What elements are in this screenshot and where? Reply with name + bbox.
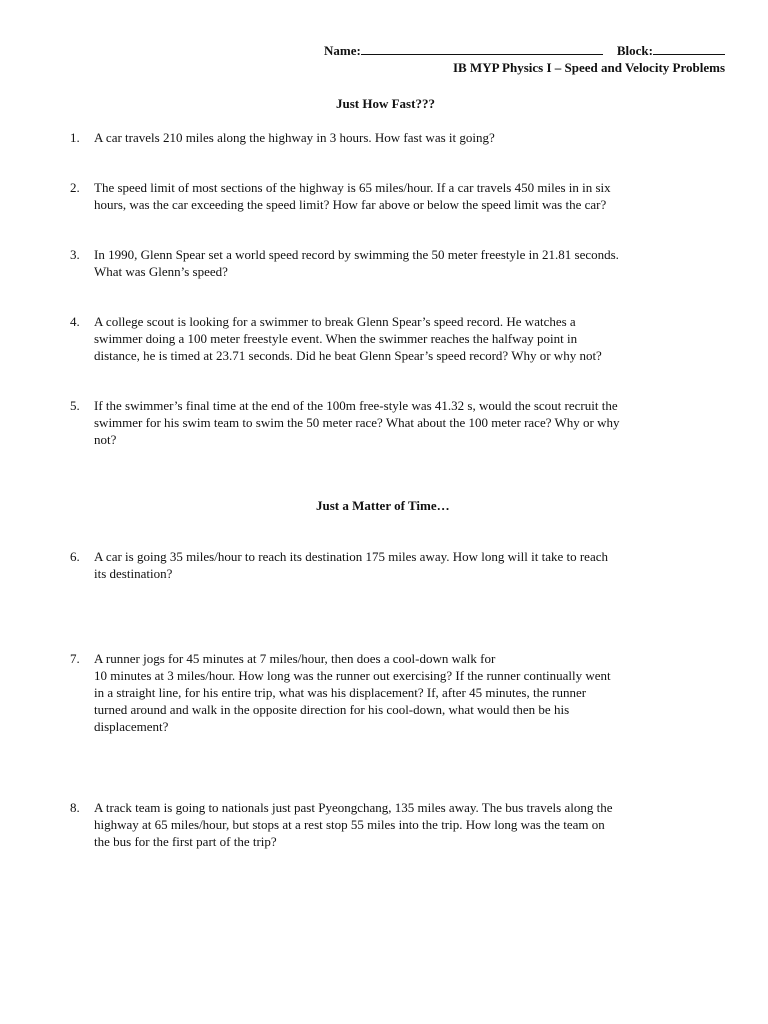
worksheet-header — [300, 42, 725, 78]
question-4 — [70, 313, 730, 364]
course-title: IB MYP Physics I – Speed and Velocity Problems — [452, 60, 725, 75]
name-block-row — [300, 42, 725, 60]
question-text: A track team is going to nationals just past Pyeongchang, 135 miles away. The bus travels along the highway at 65 miles/hour, but stops at a rest stop 55 miles into the trip. How long was the team on the bus for the first part of the trip? — [94, 800, 613, 849]
question-text: The speed limit of most sections of the highway is 65 miles/hour. If a car travels 450 miles in in six hours, was the car exceeding the speed limit? How far above or below the speed limit was the car? — [94, 180, 611, 212]
question-text: A college scout is looking for a swimmer to break Glenn Spear’s speed record. He watches a swimmer doing a 100 meter freestyle event. When the swimmer reaches the halfway point in distance, he is timed at 23.71 seconds. Did he beat Glenn Spear’s speed record? Why or why not? — [94, 314, 602, 363]
name-label: Name: — [324, 43, 361, 58]
question-number: 5. — [70, 398, 80, 413]
question-text: In 1990, Glenn Spear set a world speed record by swimming the 50 meter freestyle in 21.81 seconds. What was Glenn’s speed? — [94, 247, 619, 279]
question-5 — [70, 397, 730, 448]
question-number: 3. — [70, 247, 80, 262]
question-number: 7. — [70, 651, 80, 666]
question-7 — [70, 650, 730, 735]
question-number: 2. — [70, 180, 80, 195]
question-2 — [70, 179, 730, 213]
section-title-matter-of-time: Just a Matter of Time… — [316, 498, 450, 513]
block-label: Block: — [616, 43, 653, 58]
question-1 — [70, 129, 730, 146]
question-number: 6. — [70, 549, 80, 564]
question-number: 1. — [70, 130, 80, 145]
question-text: A runner jogs for 45 minutes at 7 miles/hour, then does a cool-down walk for 10 minutes at 3 miles/hour. How long was the runner out exercising? If the runner continually went in a straight line, for his entire trip, what was his displacement? If, after 45 minutes, the runner turned around and walk in the opposite direction for his cool-down, what would then be his displacement? — [94, 651, 611, 734]
question-number: 8. — [70, 800, 80, 815]
question-text: A car is going 35 miles/hour to reach its destination 175 miles away. How long will it take to reach its destination? — [94, 549, 608, 581]
block-blank-line — [653, 42, 725, 55]
question-text: A car travels 210 miles along the highway in 3 hours. How fast was it going? — [94, 130, 495, 145]
question-text: If the swimmer’s final time at the end of the 100m free-style was 41.32 s, would the scout recruit the swimmer for his swim team to swim the 50 meter race? What about the 100 meter race? Why or why not? — [94, 398, 620, 447]
question-3 — [70, 246, 730, 280]
question-number: 4. — [70, 314, 80, 329]
question-8 — [70, 799, 730, 850]
section-title-just-how-fast: Just How Fast??? — [336, 96, 435, 111]
name-blank-line — [361, 42, 603, 55]
question-6 — [70, 548, 730, 582]
